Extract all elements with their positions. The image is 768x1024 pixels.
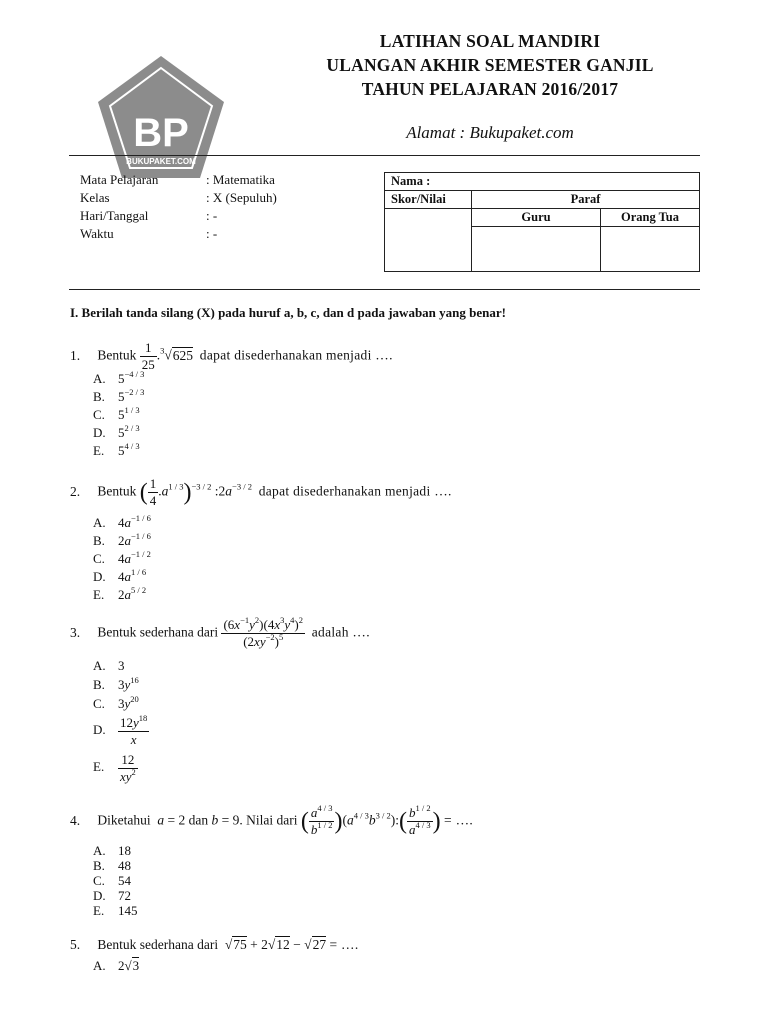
info-row (80, 225, 277, 243)
option-3a[interactable]: A. 3 (93, 658, 125, 673)
instruction: I. Berilah tanda silang (X) pada huruf a, b, c, dan d pada jawaban yang benar! (70, 305, 506, 320)
option-1b[interactable]: B. $5^{-2 / 3}$ (93, 387, 145, 404)
header-line-2: ULANGAN AKHIR SEMESTER GANJIL (326, 55, 654, 75)
info-value: : - (206, 226, 218, 241)
question-lead: Diketahui (97, 812, 151, 828)
ortu-signature-cell[interactable] (601, 227, 700, 272)
option-2e[interactable]: E. $2a^{5 / 2}$ (93, 585, 147, 602)
question-lead: Bentuk sederhana dari (97, 937, 219, 952)
guru-signature-cell[interactable] (472, 227, 601, 272)
option-1e[interactable]: E. $5^{4 / 3}$ (93, 441, 140, 458)
option-3e[interactable]: E. $\frac{12}{xy^2}$ (93, 752, 136, 784)
question-tail: = …. (443, 812, 474, 828)
question-tail: adalah …. (311, 624, 370, 640)
option-4a[interactable]: A. 18 (93, 843, 131, 858)
skor-cell[interactable] (385, 209, 472, 272)
option-2c[interactable]: C. $4a^{-1 / 2}$ (93, 549, 151, 566)
question-1: 1. Bentuk $\frac{1}{25}$ .$^3$√625 dapat disederhanakan menjadi …. (70, 340, 393, 372)
question-5: 5. Bentuk sederhana dari √75 + 2√12 − √27 = …. (70, 937, 359, 952)
info-label: Mata Pelajaran (80, 172, 159, 187)
option-4e[interactable]: E. 145 (93, 903, 138, 918)
header-address: Alamat : Bukupaket.com (406, 123, 574, 142)
math-expression: $\frac{a^{4 / 3}}{b^{1 / 2}}$ (310, 803, 333, 837)
question-tail: = …. (329, 937, 359, 952)
skor-header: Skor/Nilai (385, 191, 472, 209)
option-1a[interactable]: A. $5^{-4 / 3}$ (93, 369, 145, 386)
math-expression: $\frac{1}{4}$ (149, 476, 157, 508)
logo-arc-text: LATIHAN SOAL LENGKAP (94, 43, 236, 55)
bp-logo (94, 43, 236, 184)
option-4c[interactable]: C. 54 (93, 873, 131, 888)
info-row (80, 207, 277, 225)
question-tail: dapat disederhanakan menjadi …. (199, 347, 393, 363)
question-lead: Bentuk (97, 347, 137, 363)
guru-header: Guru (472, 209, 601, 227)
question-number: 1. (70, 347, 81, 363)
question-tail: dapat disederhanakan menjadi …. (258, 483, 452, 499)
question-3 (70, 617, 370, 650)
info-value: : Matematika (206, 172, 275, 187)
nama-cell[interactable]: Nama : (385, 173, 700, 191)
question-lead: Bentuk (97, 483, 137, 499)
logo-letters: BP (133, 111, 189, 155)
question-2: 2. Bentuk ( $\frac{1}{4}$ $.a^{1 / 3})^{-3 / 2}$ $:2a^{-3 / 2}$ dapat disederhanakan menjadi …. (70, 476, 452, 508)
paraf-header: Paraf (472, 191, 700, 209)
option-2b[interactable]: B. $2a^{-1 / 6}$ (93, 531, 151, 548)
option-1d[interactable]: D. $5^{2 / 3}$ (93, 423, 140, 440)
top-divider (69, 155, 700, 156)
question-4: 4. Diketahui a = 2 dan b = 9. Nilai dari ( $\frac{a^{4 / 3}}{b^{1 / 2}}$ )$(a^{4 / 3}b^{3 / 2})$:( $\frac{b^{1 / 2}}{a^{4 / 3}}$ ) = …. (70, 803, 474, 837)
question-lead: Bentuk sederhana dari (97, 624, 219, 640)
option-4b[interactable]: B. 48 (93, 858, 131, 873)
option-3b[interactable]: B. $3y^{16}$ (93, 675, 139, 692)
middle-divider (69, 289, 700, 290)
question-number: 4. (70, 812, 81, 828)
option-2a[interactable]: A. $4a^{-1 / 6}$ (93, 513, 151, 530)
option-5a[interactable]: A. 2√3 (93, 958, 140, 973)
info-row (80, 189, 277, 207)
question-number: 5. (70, 937, 81, 952)
info-label: Kelas (80, 190, 110, 205)
info-value: : - (206, 208, 218, 223)
ortu-header: Orang Tua (601, 209, 700, 227)
info-block (80, 171, 277, 243)
info-value: : X (Sepuluh) (206, 190, 277, 205)
option-1c[interactable]: C. $5^{1 / 3}$ (93, 405, 140, 422)
logo-site: BUKUPAKET.COM (126, 157, 196, 166)
math-expression: $\frac{1}{25}$ (141, 340, 155, 372)
option-2d[interactable]: D. $4a^{1 / 6}$ (93, 567, 147, 584)
info-label: Waktu (80, 226, 114, 241)
header-line-1: LATIHAN SOAL MANDIRI (379, 31, 601, 51)
option-4d[interactable]: D. 72 (93, 888, 131, 903)
header-line-3: TAHUN PELAJARAN 2016/2017 (361, 79, 619, 99)
math-expression: $\frac{(6x^{-1}y^2)(4x^3y^4)^2}{(2xy^{-2})^5}$ (223, 615, 303, 649)
question-number: 2. (70, 483, 81, 499)
info-row (80, 171, 277, 189)
option-3d[interactable]: D. $\frac{12y^{18}}{x}$ (93, 713, 148, 747)
grade-table (384, 172, 700, 272)
option-3c[interactable]: C. $3y^{20}$ (93, 694, 139, 711)
info-label: Hari/Tanggal (80, 208, 149, 223)
question-number: 3. (70, 624, 81, 640)
